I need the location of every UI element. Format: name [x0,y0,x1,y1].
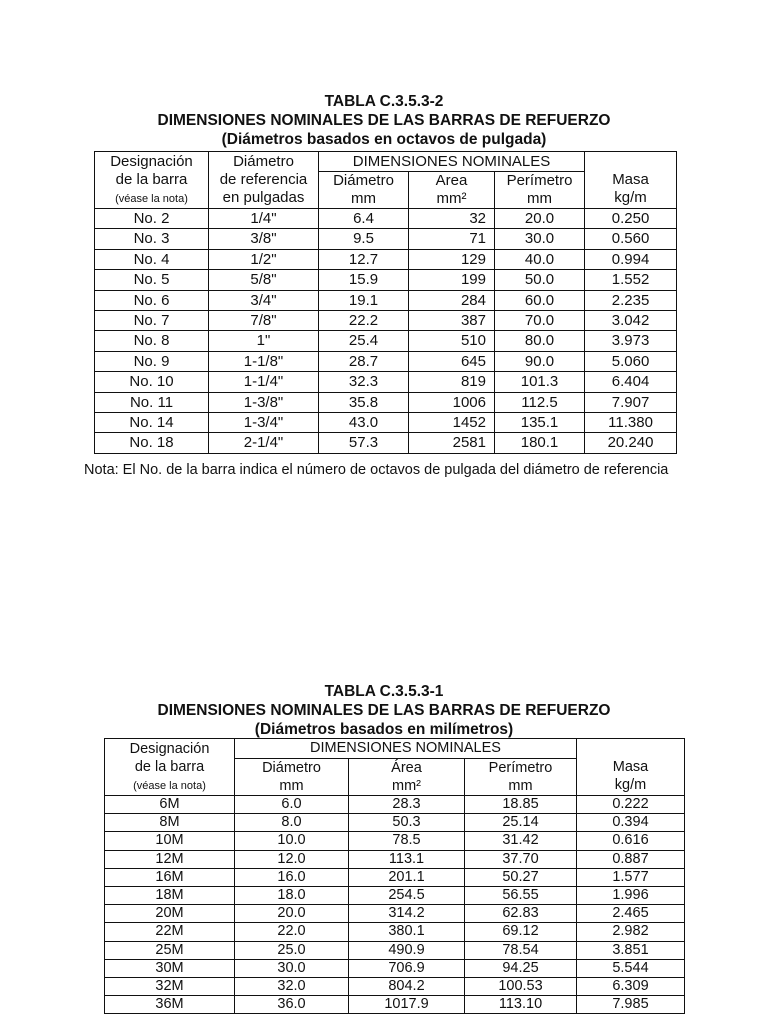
table2-cell: 37.70 [465,850,577,868]
table2-cell: 0.394 [577,814,685,832]
table1-title: DIMENSIONES NOMINALES DE LAS BARRAS DE REFUERZO [157,112,611,129]
table2-cell: 20.0 [235,905,349,923]
table2-cell: 32.0 [235,978,349,996]
table1-row [95,413,677,433]
table1-row [95,351,677,371]
table2-cell: 94.25 [465,959,577,977]
table2-header-perimeter: Perímetro mm [465,759,577,796]
table2-cell: 28.3 [349,796,465,814]
table2-cell: 0.887 [577,850,685,868]
table2-cell: 1.577 [577,868,685,886]
table1-cell: 2581 [409,433,495,453]
table2-cell: 10.0 [235,832,349,850]
table2-cell: 78.54 [465,941,577,959]
table2-cell: 6M [105,796,235,814]
table2-cell: 56.55 [465,887,577,905]
table1-cell: 819 [409,372,495,392]
table2-cell: 113.1 [349,850,465,868]
table1-cell: No. 6 [95,290,209,310]
table2-row [105,887,685,905]
table1-cell: 19.1 [319,290,409,310]
table1-cell: 7/8" [209,311,319,331]
table1-row [95,209,677,229]
table1-note: Nota: El No. de la barra indica el número de octavos de pulgada del diámetro de referencia [84,462,669,478]
table1-cell: 1006 [409,392,495,412]
table1-cell: 284 [409,290,495,310]
table2-cell: 100.53 [465,978,577,996]
table1-cell: No. 7 [95,311,209,331]
table1-row [95,331,677,351]
table2-cell: 50.27 [465,868,577,886]
table2-cell: 0.616 [577,832,685,850]
table1-cell: 15.9 [319,270,409,290]
table2-cell: 380.1 [349,923,465,941]
table1-cell: No. 8 [95,331,209,351]
table1-cell: 129 [409,249,495,269]
table1-cell: No. 3 [95,229,209,249]
table1-header-perimeter: Perímetro mm [495,172,585,209]
table2-cell: 490.9 [349,941,465,959]
table1-cell: 35.8 [319,392,409,412]
table2-cell: 69.12 [465,923,577,941]
table2-header-area: Área mm² [349,759,465,796]
table2-cell: 706.9 [349,959,465,977]
table2-row [105,996,685,1014]
table2-cell: 201.1 [349,868,465,886]
table1-cell: 112.5 [495,392,585,412]
table2-cell: 20M [105,905,235,923]
table2-header-diameter: Diámetro mm [235,759,349,796]
table2-cell: 113.10 [465,996,577,1014]
table2-cell: 1.996 [577,887,685,905]
table1-cell: No. 18 [95,433,209,453]
table1-header-area: Area mm² [409,172,495,209]
table1-cell: 6.404 [585,372,677,392]
table2-header-designation: Designación de la barra (véase la nota) [105,739,235,796]
table1-cell: 57.3 [319,433,409,453]
table1-cell: 20.0 [495,209,585,229]
table2-subtitle: (Diámetros basados en milímetros) [254,721,514,738]
table1-cell: 101.3 [495,372,585,392]
table2-cell: 25.14 [465,814,577,832]
table1-header-designation: Designación de la barra (véase la nota) [95,152,209,209]
table1-cell: 2-1/4" [209,433,319,453]
table2-cell: 804.2 [349,978,465,996]
table1-cell: 71 [409,229,495,249]
table2-cell: 31.42 [465,832,577,850]
table1-cell: 3.973 [585,331,677,351]
table1-cell: 90.0 [495,351,585,371]
table1-cell: 0.994 [585,249,677,269]
table2-row [105,832,685,850]
table1-cell: 1-1/4" [209,372,319,392]
table1-cell: 1-1/8" [209,351,319,371]
table1-cell: 6.4 [319,209,409,229]
table2-cell: 62.83 [465,905,577,923]
table1-cell: 28.7 [319,351,409,371]
table1-cell: 387 [409,311,495,331]
table1-cell: 40.0 [495,249,585,269]
table1-subtitle: (Diámetros basados en octavos de pulgada) [221,131,547,148]
table1-cell: No. 4 [95,249,209,269]
table1-cell: 32 [409,209,495,229]
table1-cell: 12.7 [319,249,409,269]
table1-cell: 5.060 [585,351,677,371]
table1-cell: 22.2 [319,311,409,331]
table2-row [105,959,685,977]
table2-cell: 36.0 [235,996,349,1014]
table1-row [95,229,677,249]
table1-cell: 20.240 [585,433,677,453]
table2-cell: 25M [105,941,235,959]
table1-cell: 25.4 [319,331,409,351]
table1-cell: 5/8" [209,270,319,290]
table2-cell: 3.851 [577,941,685,959]
table2-caption: TABLA C.3.5.3-1 [324,683,444,700]
table1-cell: 43.0 [319,413,409,433]
table1-row [95,311,677,331]
table1-cell: No. 14 [95,413,209,433]
table1-row [95,290,677,310]
table1-cell: 11.380 [585,413,677,433]
table2-cell: 22M [105,923,235,941]
table2-cell: 18M [105,887,235,905]
table1-header-nominal: DIMENSIONES NOMINALES [319,152,585,172]
table2-cell: 18.0 [235,887,349,905]
table2-cell: 8.0 [235,814,349,832]
table1-row [95,433,677,453]
table2-cell: 7.985 [577,996,685,1014]
table1-header-mass: Masa kg/m [585,152,677,209]
table1-cell: 1.552 [585,270,677,290]
table1-row [95,270,677,290]
table2-row [105,978,685,996]
table1-row [95,372,677,392]
table2-cell: 12.0 [235,850,349,868]
table2-cell: 5.544 [577,959,685,977]
table2-row [105,941,685,959]
table1-cell: 1" [209,331,319,351]
table2-cell: 16.0 [235,868,349,886]
table2-row [105,796,685,814]
table1-cell: 3/8" [209,229,319,249]
table2-row [105,850,685,868]
table2-cell: 30.0 [235,959,349,977]
table2-cell: 16M [105,868,235,886]
table2-header-mass: Masa kg/m [577,739,685,796]
table2-metric-bars [104,738,685,1014]
table1-cell: 32.3 [319,372,409,392]
table2-cell: 18.85 [465,796,577,814]
table1-cell: No. 2 [95,209,209,229]
table2-cell: 50.3 [349,814,465,832]
table1-row [95,249,677,269]
table2-cell: 1017.9 [349,996,465,1014]
table2-cell: 36M [105,996,235,1014]
table2-cell: 254.5 [349,887,465,905]
table1-cell: 80.0 [495,331,585,351]
table1-cell: 60.0 [495,290,585,310]
table1-header-diameter: Diámetro mm [319,172,409,209]
table1-cell: 7.907 [585,392,677,412]
table1-cell: 3.042 [585,311,677,331]
table1-header-ref-diameter: Diámetro de referencia en pulgadas [209,152,319,209]
table1-cell: 645 [409,351,495,371]
table2-cell: 12M [105,850,235,868]
table1-cell: No. 5 [95,270,209,290]
table2-header-nominal: DIMENSIONES NOMINALES [235,739,577,759]
table1-cell: 1-3/4" [209,413,319,433]
table2-row [105,868,685,886]
table1-cell: 30.0 [495,229,585,249]
table2-cell: 6.309 [577,978,685,996]
table1-cell: 50.0 [495,270,585,290]
table2-cell: 25.0 [235,941,349,959]
table2-row [105,923,685,941]
table2-cell: 32M [105,978,235,996]
table2-cell: 8M [105,814,235,832]
table1-cell: 1-3/8" [209,392,319,412]
table1-inch-bars [94,151,677,454]
table1-row [95,392,677,412]
table1-cell: No. 9 [95,351,209,371]
table1-cell: 180.1 [495,433,585,453]
table1-cell: 1452 [409,413,495,433]
table1-caption: TABLA C.3.5.3-2 [324,93,444,110]
table1-cell: 510 [409,331,495,351]
table1-cell: 135.1 [495,413,585,433]
table1-cell: 70.0 [495,311,585,331]
table2-cell: 22.0 [235,923,349,941]
table2-cell: 2.465 [577,905,685,923]
table1-cell: 3/4" [209,290,319,310]
table2-cell: 30M [105,959,235,977]
table1-cell: 1/2" [209,249,319,269]
table2-cell: 10M [105,832,235,850]
table1-cell: 199 [409,270,495,290]
table1-cell: 9.5 [319,229,409,249]
table1-cell: No. 10 [95,372,209,392]
table1-cell: 1/4" [209,209,319,229]
table2-cell: 78.5 [349,832,465,850]
table2-row [105,905,685,923]
table1-cell: 0.560 [585,229,677,249]
table2-cell: 314.2 [349,905,465,923]
table1-cell: 0.250 [585,209,677,229]
table1-cell: 2.235 [585,290,677,310]
table2-cell: 6.0 [235,796,349,814]
table2-row [105,814,685,832]
table2-cell: 0.222 [577,796,685,814]
table2-title: DIMENSIONES NOMINALES DE LAS BARRAS DE REFUERZO [157,702,611,719]
table1-cell: No. 11 [95,392,209,412]
table2-cell: 2.982 [577,923,685,941]
